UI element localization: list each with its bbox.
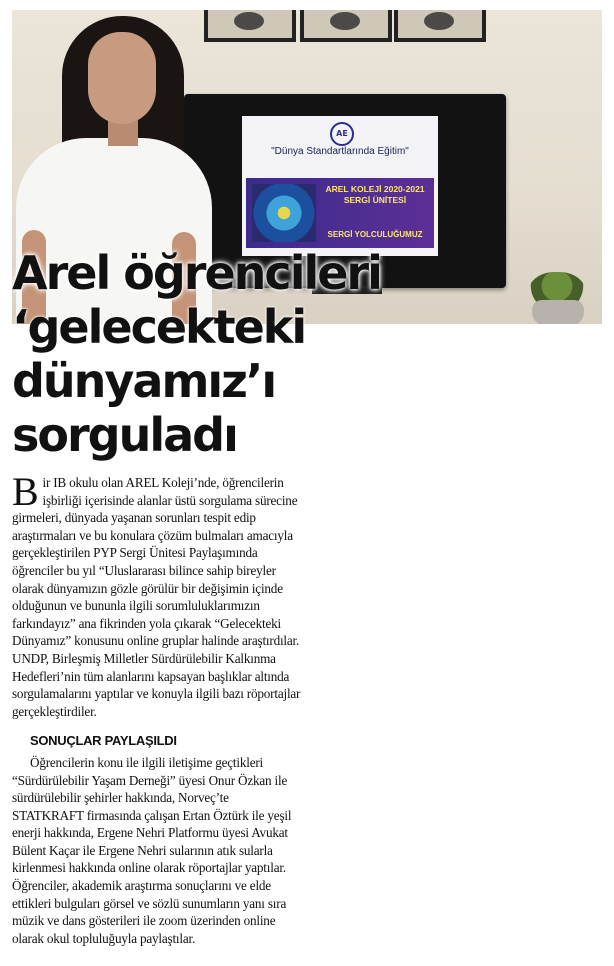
- wall-frame: [300, 10, 392, 42]
- school-logo-icon: AE: [330, 122, 354, 146]
- headline-line: dünyamız’ı: [12, 354, 276, 408]
- screen-panel: [246, 178, 434, 248]
- screen-slogan: "Dünya Standartlarında Eğitim": [271, 146, 409, 157]
- section-subhead: SONUÇLAR PAYLAŞILDI: [30, 733, 177, 749]
- student-face: [88, 32, 156, 124]
- headline-line: ‘gelecekteki: [12, 300, 306, 354]
- plant-pot: [532, 300, 584, 324]
- screen-title: AREL KOLEJİ 2020-2021 SERGİ ÜNİTESİ: [325, 184, 425, 205]
- tv-screen: [242, 116, 438, 256]
- paragraph-text: ir IB okulu olan AREL Koleji’nde, öğrencilerin işbirliği içerisinde alanlar üstü sorgulama sürecine girmeleri, dünyada yaşanan sorunları tespit edip araştırmaları ve bu konulara çözüm bulmaları amacıyla gerçekleştirilen PYP Sergi Ünitesi Paylaşımında öğrenciler bu yıl “Uluslararası bilince sahip bireyler olarak dünyamızın gözle görülür bir değişimin içinde olduğunun ve bununla ilgili sorumluluklarımızın farkındayız” ana fikrinden yola çıkarak “Gelecekteki Dünyamız” konusunu online gruplar halinde araştırdılar. UNDP, Birleşmiş Milletler Sürdürülebilir Kalkınma Hedefleri’nin tüm alanlarını kapsayan başlıklar altında sorgulamalarını yaptılar ve konuyla ilgili bazı röportajlar gerçekleştirdiler.: [12, 475, 301, 719]
- headline-line: Arel öğrencileri: [12, 246, 381, 300]
- article-paragraph: [12, 469, 302, 720]
- article-body: [12, 469, 302, 947]
- screen-subtitle: SERGİ YOLCULUĞUMUZ: [327, 230, 423, 239]
- headline-line: sorguladı: [12, 408, 237, 462]
- wall-frame: [204, 10, 296, 42]
- dropcap: B: [12, 469, 39, 514]
- wall-frame: [394, 10, 486, 42]
- article-paragraph: Öğrencilerin konu ile ilgili iletişime geçtikleri “Sürdürülebilir Yaşam Derneği” üyesi Onur Özkan ile sürdürülebilir şehirler hakkında, Norveç’te STATKRAFT firmasında çalışan Ertan Öztürk ile yeşil enerji hakkında, Ergene Nehri Platformu üyesi Avukat Bülent Kaçar ile Ergene Nehri sularının atık sularla kirlenmesi hakkında online olarak röportajlar yaptılar. Öğrenciler, akademik araştırma sonuçlarını ve elde ettikleri bulguları görsel ve sözlü sunumların yanı sıra müzik ve dans gösterileri ile zoom üzerinden online olarak okul topluluğuyla paylaştılar.: [12, 754, 292, 946]
- headline: [12, 246, 412, 462]
- globe-icon: [252, 184, 316, 242]
